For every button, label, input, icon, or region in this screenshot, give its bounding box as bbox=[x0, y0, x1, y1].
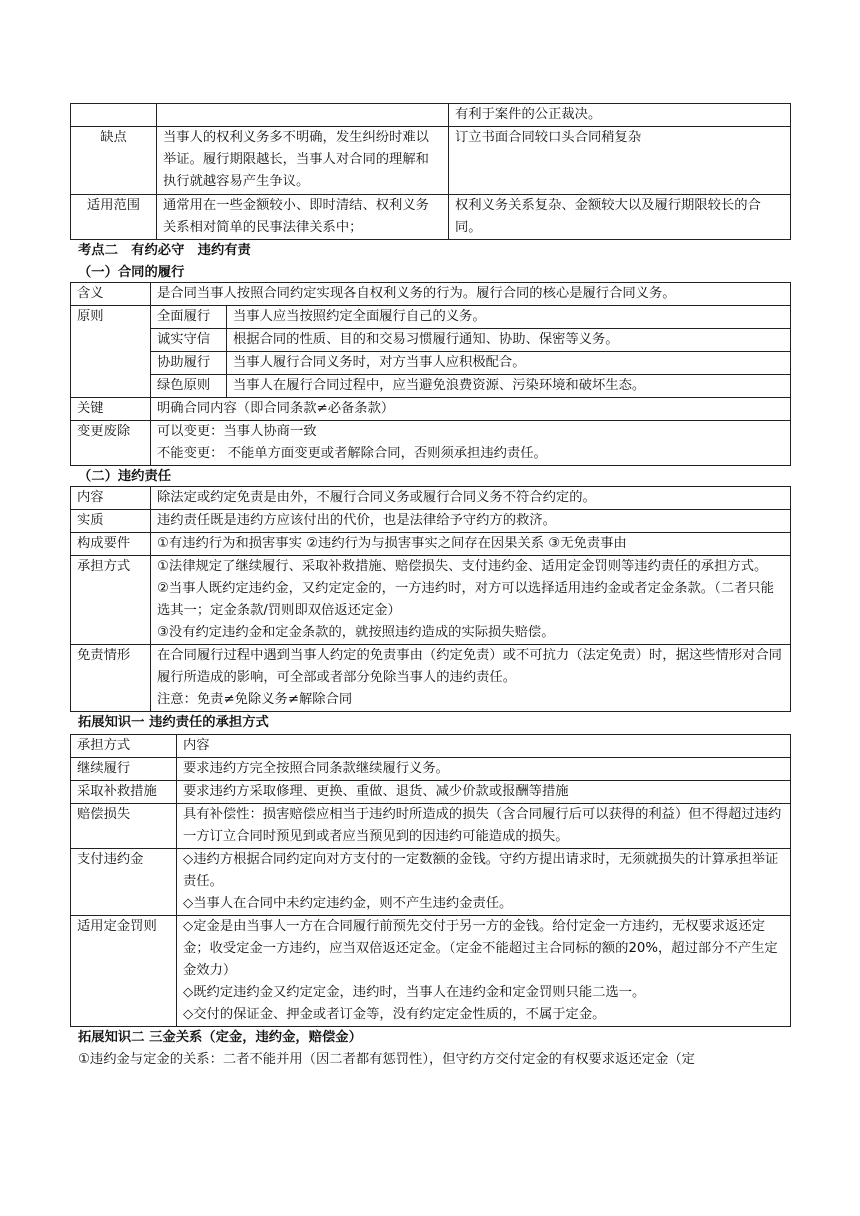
row-label: 变更废除 bbox=[71, 421, 151, 466]
section-heading: 拓展知识一 违约责任的承担方式 bbox=[78, 715, 269, 730]
contract-form-comparison-table bbox=[70, 103, 791, 240]
principle-desc: 当事人在履行合同过程中，应当避免浪费资源、污染环境和破坏生态。 bbox=[227, 375, 791, 398]
table-cell: 要求违约方完全按照合同条款继续履行义务。 bbox=[177, 758, 791, 781]
exempt-text: 在合同履行过程中遇到当事人约定的免责事由（约定免责）或不可抗力（法定免责）时，据这些情形对合同履行所造成的影响，可全部或者部分免除当事人的违约责任。 bbox=[157, 648, 782, 685]
deposit-item-3: ◇交付的保证金、押金或者订金等，没有约定定金性质的，不属于定金。 bbox=[183, 1007, 606, 1022]
table-row bbox=[71, 421, 791, 466]
row-label: 承担方式 bbox=[71, 556, 151, 645]
change-can-text: 可以变更：当事人协商一致 bbox=[157, 424, 317, 439]
table-row bbox=[71, 127, 791, 195]
table-cell bbox=[151, 421, 791, 466]
section-heading: 拓展知识二 三金关系（定金，违约金，赔偿金） bbox=[78, 1030, 362, 1045]
table-header-row bbox=[71, 735, 791, 758]
bearing-methods-table bbox=[70, 734, 791, 1027]
table-row bbox=[71, 645, 791, 712]
table-cell bbox=[177, 916, 791, 1027]
subsection-heading: （二）违约责任 bbox=[78, 469, 172, 484]
table-row bbox=[71, 306, 791, 329]
table-row bbox=[71, 781, 791, 804]
principle-name: 诚实守信 bbox=[151, 329, 227, 352]
table-row bbox=[71, 195, 791, 240]
row-label: 内容 bbox=[71, 487, 151, 510]
paragraph-text: ①违约金与定金的关系：二者不能并用（因二者都有惩罚性），但守约方交付定金的有权要求返还定金（定 bbox=[78, 1052, 695, 1067]
table-cell: 明确合同内容（即合同条款≠必备条款） bbox=[151, 398, 791, 421]
principle-name: 绿色原则 bbox=[151, 375, 227, 398]
bear-item-2: ②当事人既约定违约金，又约定定金的，一方违约时，对方可以选择适用违约金或者定金条款。（二者只能选其一；定金条款/罚则即双倍返还定金） bbox=[157, 581, 774, 618]
table-row bbox=[71, 916, 791, 1027]
penalty-item-1: ◇违约方根据合同约定向对方支付的一定数额的金钱。守约方提出请求时，无须就损失的计算承担举证责任。 bbox=[183, 852, 779, 889]
subsection-heading: （一）合同的履行 bbox=[78, 265, 185, 280]
table-row bbox=[71, 329, 791, 352]
row-label: 构成要件 bbox=[71, 533, 151, 556]
table-cell: 具有补偿性：损害赔偿应相当于违约时所造成的损失（含合同履行后可以获得的利益）但不得超过违约一方订立合同时预见到或者应当预见到的因违约可能造成的损失。 bbox=[177, 804, 791, 849]
change-cannot-text: 不能变更： 不能单方面变更或者解除合同，否则须承担违约责任。 bbox=[157, 446, 547, 461]
row-label: 适用范围 bbox=[71, 195, 157, 240]
page bbox=[70, 103, 790, 1071]
row-label: 原则 bbox=[71, 306, 151, 398]
table-row bbox=[71, 352, 791, 375]
exempt-note: 注意：免责≠免除义务≠解除合同 bbox=[157, 692, 353, 707]
table-row bbox=[71, 849, 791, 916]
principle-desc: 当事人应当按照约定全面履行自己的义务。 bbox=[227, 306, 791, 329]
principle-desc: 当事人履行合同义务时，对方当事人应积极配合。 bbox=[227, 352, 791, 375]
principle-name: 协助履行 bbox=[151, 352, 227, 375]
deposit-item-2: ◇既约定违约金又约定定金，违约时，当事人在违约金和定金罚则只能二选一。 bbox=[183, 985, 646, 1000]
table-cell: 通常用在一些金额较小、即时清结、权利义务关系相对简单的民事法律关系中； bbox=[157, 195, 449, 240]
table-cell: 除法定或约定免责是由外，不履行合同义务或履行合同义务不符合约定的。 bbox=[151, 487, 791, 510]
table-cell: 订立书面合同较口头合同稍复杂 bbox=[449, 127, 791, 195]
table-row bbox=[71, 533, 791, 556]
table-row bbox=[71, 375, 791, 398]
table-cell: 有利于案件的公正裁决。 bbox=[449, 104, 791, 127]
table-row bbox=[71, 556, 791, 645]
bear-item-1: ①法律规定了继续履行、采取补救措施、赔偿损失、支付违约金、适用定金罚则等违约责任的承担方式。 bbox=[157, 559, 768, 574]
table-row bbox=[71, 283, 791, 306]
penalty-item-2: ◇当事人在合同中未约定违约金，则不产生违约金责任。 bbox=[183, 896, 513, 911]
table-cell: 权利义务关系复杂、金额较大以及履行期限较长的合同。 bbox=[449, 195, 791, 240]
contract-performance-table bbox=[70, 282, 791, 466]
table-row bbox=[71, 398, 791, 421]
table-cell: 要求违约方采取修理、更换、重做、退货、减少价款或报酬等措施 bbox=[177, 781, 791, 804]
row-label: 实质 bbox=[71, 510, 151, 533]
row-label: 支付违约金 bbox=[71, 849, 177, 916]
table-cell bbox=[151, 556, 791, 645]
column-header: 承担方式 bbox=[71, 735, 177, 758]
deposit-item-1: ◇定金是由当事人一方在合同履行前预先交付于另一方的金钱。给付定金一方违约，无权要求返还定金；收受定金一方违约，应当双倍返还定金。（定金不能超过主合同标的额的20%，超过部分不产生定金效力） bbox=[183, 919, 778, 978]
row-label: 适用定金罚则 bbox=[71, 916, 177, 1027]
row-label: 采取补救措施 bbox=[71, 781, 177, 804]
table-cell: ①有违约行为和损害事实 ②违约行为与损害事实之间存在因果关系 ③无免责事由 bbox=[151, 533, 791, 556]
row-label: 继续履行 bbox=[71, 758, 177, 781]
row-label: 赔偿损失 bbox=[71, 804, 177, 849]
bear-item-3: ③没有约定违约金和定金条款的，就按照违约造成的实际损失赔偿。 bbox=[157, 625, 555, 640]
table-row bbox=[71, 487, 791, 510]
table-cell: 违约责任既是违约方应该付出的代价，也是法律给予守约方的救济。 bbox=[151, 510, 791, 533]
column-header: 内容 bbox=[177, 735, 791, 758]
section-heading: 考点二 有约必守 违约有责 bbox=[78, 243, 251, 258]
table-cell: 当事人的权利义务多不明确，发生纠纷时难以举证。履行期限越长，当事人对合同的理解和执行就越容易产生争议。 bbox=[157, 127, 449, 195]
table-cell: 是合同当事人按照合同约定实现各自权利义务的行为。履行合同的核心是履行合同义务。 bbox=[151, 283, 791, 306]
table-cell bbox=[177, 849, 791, 916]
table-row bbox=[71, 510, 791, 533]
principle-name: 全面履行 bbox=[151, 306, 227, 329]
principle-desc: 根据合同的性质、目的和交易习惯履行通知、协助、保密等义务。 bbox=[227, 329, 791, 352]
row-label: 免责情形 bbox=[71, 645, 151, 712]
row-label: 含义 bbox=[71, 283, 151, 306]
breach-liability-table bbox=[70, 486, 791, 712]
row-label: 关键 bbox=[71, 398, 151, 421]
table-cell bbox=[151, 645, 791, 712]
table-row bbox=[71, 104, 791, 127]
row-label: 缺点 bbox=[71, 127, 157, 195]
table-row bbox=[71, 804, 791, 849]
table-row bbox=[71, 758, 791, 781]
